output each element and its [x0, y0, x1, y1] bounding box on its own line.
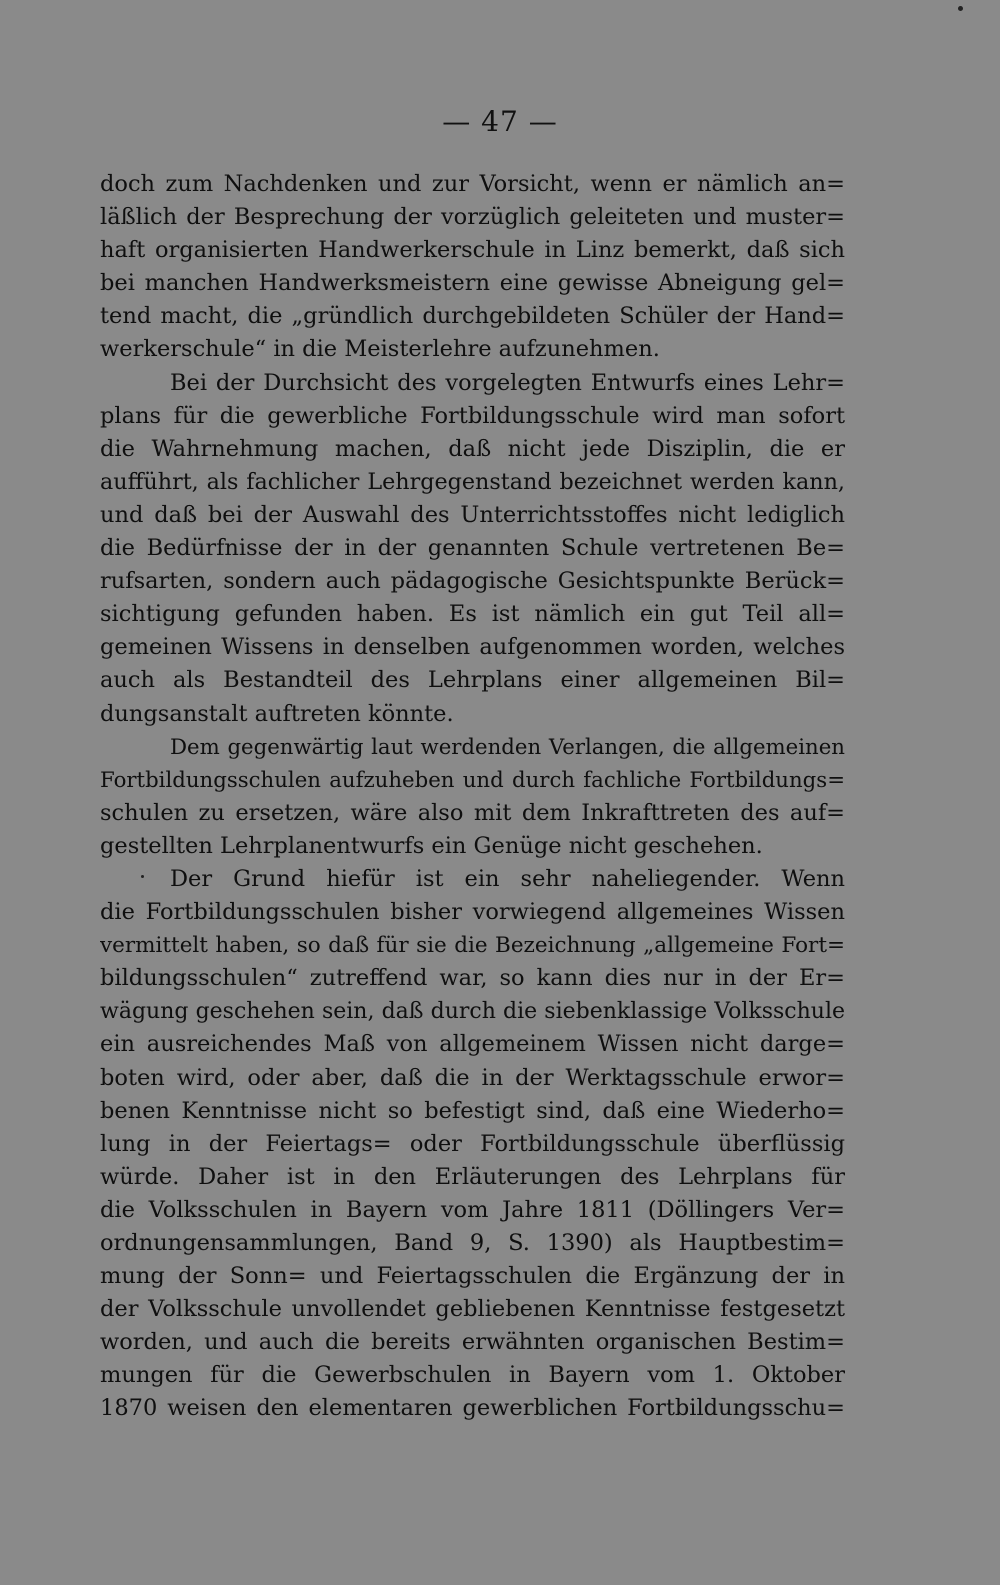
text-line: Fortbildungsschulen aufzuheben und durch fachliche Fortbildungs= [100, 767, 845, 793]
text-line: vermittelt haben, so daß für sie die Bezeichnung „allgemeine Fort= [100, 933, 845, 959]
text-line: doch zum Nachdenken und zur Vorsicht, wenn er nämlich an= [100, 171, 845, 197]
text-line: die Wahrnehmung machen, daß nicht jede Disziplin, die er [100, 435, 845, 462]
text-line: rufsarten, sondern auch pädagogische Gesichtspunkte Berück= [100, 568, 845, 595]
text-line: sichtigung gefunden haben. Es ist nämlich ein gut Teil all= [100, 601, 845, 628]
text-line: bei manchen Handwerksmeistern eine gewisse Abneigung gel= [100, 270, 845, 297]
text-line: haft organisierten Handwerkerschule in Linz bemerkt, daß sich [100, 237, 845, 264]
text-line: mungen für die Gewerbschulen in Bayern vom 1. Oktober [100, 1362, 845, 1389]
text-line: und daß bei der Auswahl des Unterrichtsstoffes nicht lediglich [100, 501, 845, 528]
text-line: boten wird, oder aber, daß die in der Werktagsschule erwor= [100, 1064, 845, 1091]
text-line: aufführt, als fachlicher Lehrgegenstand bezeichnet werden kann, [100, 468, 845, 495]
text-line: plans für die gewerbliche Fortbildungsschule wird man sofort [100, 402, 845, 429]
text-line: benen Kenntnisse nicht so befestigt sind, daß eine Wiederho= [100, 1097, 845, 1124]
text-line: bildungsschulen“ zutreffend war, so kann dies nur in der Er= [100, 965, 845, 992]
paragraph-start-line: Bei der Durchsicht des vorgelegten Entwurfs eines Lehr= [170, 369, 845, 396]
text-line: dungsanstalt auftreten könnte. [100, 700, 454, 727]
paragraph-start-line: Dem gegenwärtig laut werdenden Verlangen, die allgemeinen [170, 734, 845, 760]
text-line: werkerschule“ in die Meisterlehre aufzunehmen. [100, 336, 660, 363]
text-line: die Volksschulen in Bayern vom Jahre 1811 (Döllingers Ver= [100, 1196, 845, 1223]
print-speck [141, 875, 144, 878]
text-line: tend macht, die „gründlich durchgebildeten Schüler der Hand= [100, 303, 845, 330]
text-line: gemeinen Wissens in denselben aufgenommen worden, welches [100, 634, 845, 661]
text-line: ordnungensammlungen, Band 9, S. 1390) als Hauptbestim= [100, 1230, 845, 1256]
text-line: läßlich der Besprechung der vorzüglich geleiteten und muster= [100, 204, 845, 231]
text-line: gestellten Lehrplanentwurfs ein Genüge nicht geschehen. [100, 832, 763, 859]
text-line: auch als Bestandteil des Lehrplans einer allgemeinen Bil= [100, 667, 845, 694]
print-speck [958, 6, 963, 11]
paragraph-start-line: Der Grund hiefür ist ein sehr naheliegender. Wenn [170, 865, 845, 892]
text-line: 1870 weisen den elementaren gewerblichen Fortbildungsschu= [100, 1395, 845, 1422]
text-line: worden, und auch die bereits erwähnten organischen Bestim= [100, 1329, 845, 1356]
text-line: schulen zu ersetzen, wäre also mit dem Inkrafttreten des auf= [100, 799, 845, 826]
text-line: würde. Daher ist in den Erläuterungen des Lehrplans für [100, 1163, 845, 1190]
text-line: die Fortbildungsschulen bisher vorwiegend allgemeines Wissen [100, 899, 845, 926]
text-line: mung der Sonn= und Feiertagsschulen die Ergänzung der in [100, 1263, 845, 1290]
text-line: die Bedürfnisse der in der genannten Schule vertretenen Be= [100, 535, 845, 562]
body-text [100, 168, 845, 1426]
text-line: lung in der Feiertags= oder Fortbildungsschule überflüssig [100, 1130, 845, 1157]
text-line: wägung geschehen sein, daß durch die siebenklassige Volksschule [100, 999, 845, 1025]
page-number: — 47 — [442, 105, 558, 138]
text-line: ein ausreichendes Maß von allgemeinem Wissen nicht darge= [100, 1031, 845, 1058]
text-line: der Volksschule unvollendet gebliebenen Kenntnisse festgesetzt [100, 1296, 845, 1323]
